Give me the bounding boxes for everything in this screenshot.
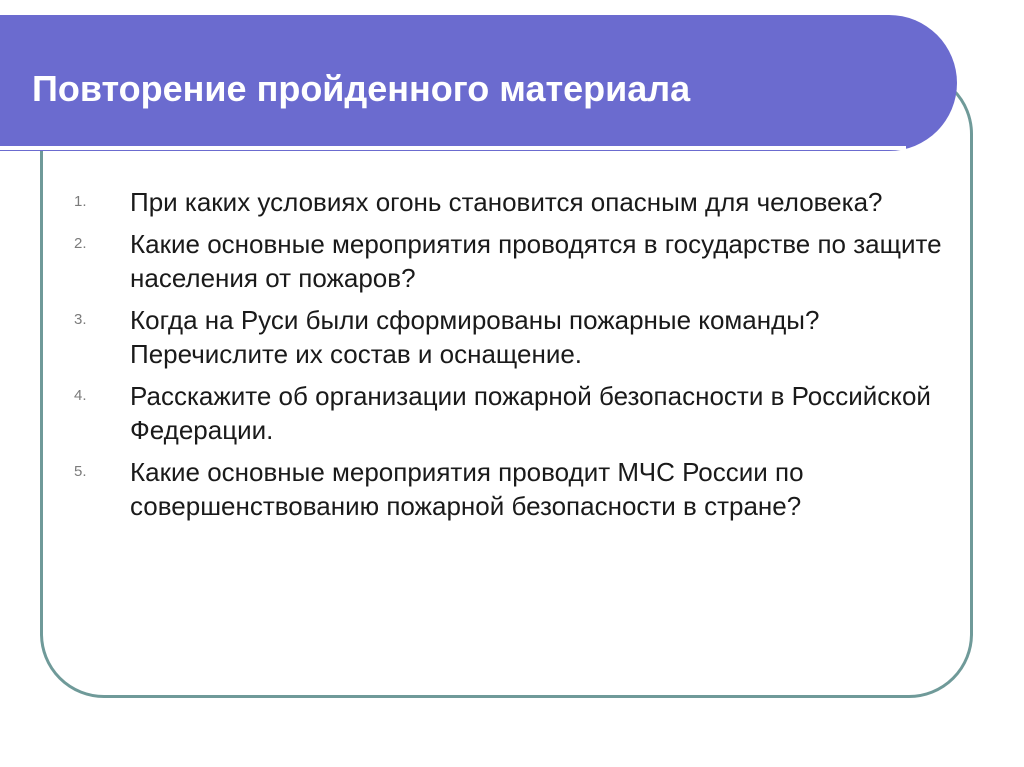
list-item	[74, 379, 954, 447]
title-bar	[0, 15, 957, 151]
title-underline	[0, 146, 906, 150]
list-item-text: Какие основные мероприятия проводятся в государстве по защите населения от пожаров?	[130, 229, 942, 293]
list-item-number: 3.	[74, 311, 87, 328]
list-item-text: Какие основные мероприятия проводит МЧС России по совершенствованию пожарной безопасности в стране?	[130, 457, 804, 521]
list-item-text: Когда на Руси были сформированы пожарные команды? Перечислите их состав и оснащение.	[130, 305, 820, 369]
list-item	[74, 227, 954, 295]
list-item-number: 5.	[74, 463, 87, 480]
slide-title: Повторение пройденного материала	[32, 68, 691, 109]
list-item-text: При каких условиях огонь становится опасным для человека?	[130, 187, 883, 217]
list-item-text: Расскажите об организации пожарной безопасности в Российской Федерации.	[130, 381, 931, 445]
list-item-number: 4.	[74, 387, 87, 404]
question-list	[74, 185, 954, 531]
list-item-number: 1.	[74, 193, 87, 210]
list-item	[74, 303, 954, 371]
list-item	[74, 185, 954, 219]
list-item	[74, 455, 954, 523]
list-item-number: 2.	[74, 235, 87, 252]
